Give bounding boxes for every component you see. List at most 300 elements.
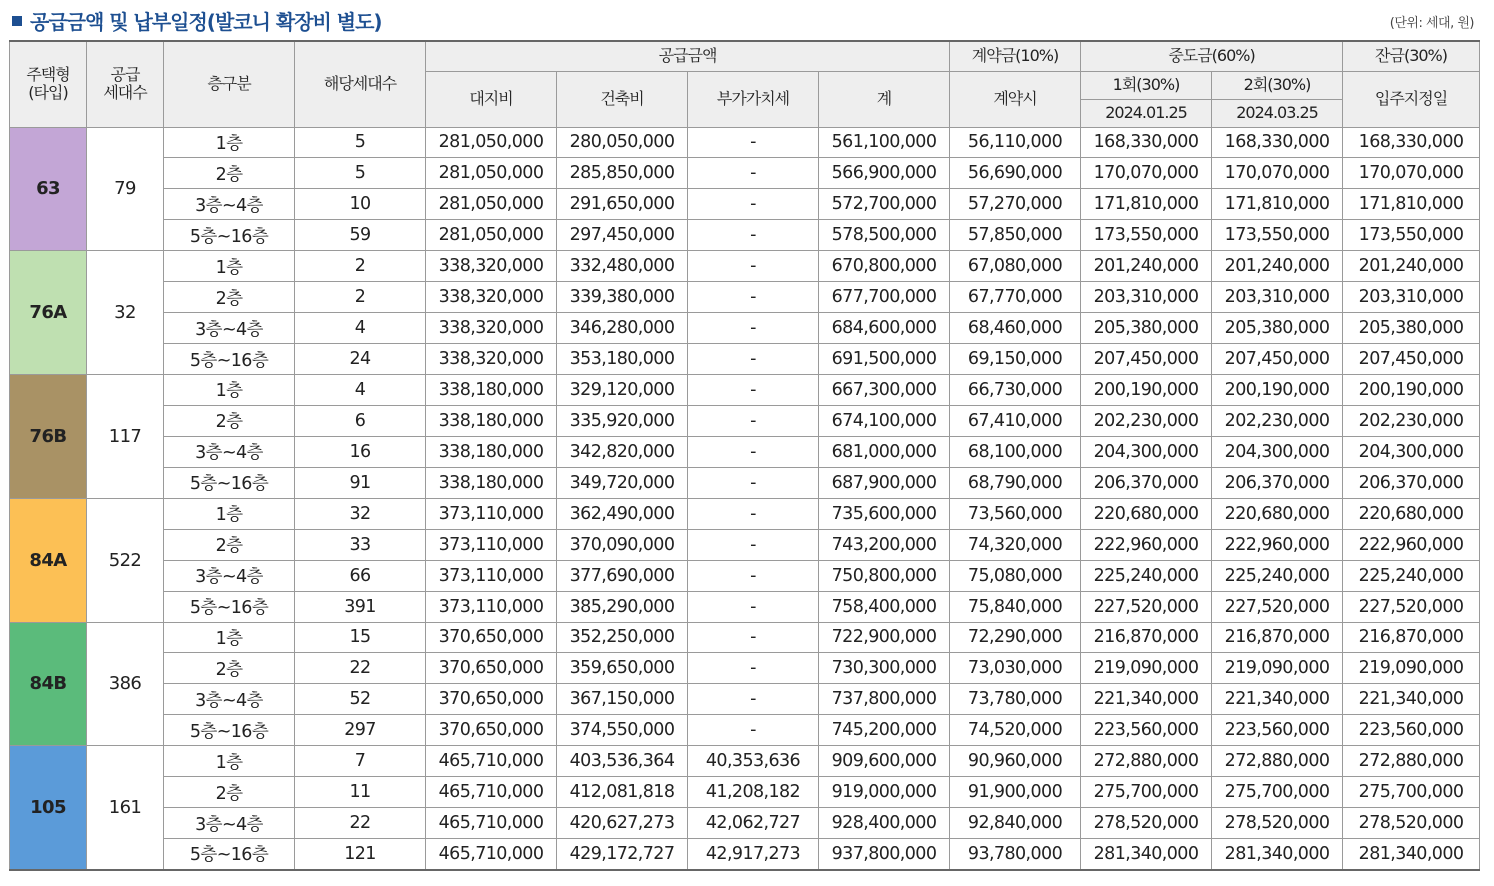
table-row <box>10 622 1480 653</box>
cell-floor: 1층 <box>164 375 295 406</box>
header-total: 계 <box>819 71 950 127</box>
cell-units: 16 <box>295 436 426 467</box>
cell-balance: 204,300,000 <box>1343 436 1480 467</box>
cell-balance: 225,240,000 <box>1343 560 1480 591</box>
header-balance: 잔금(30%) <box>1343 41 1480 71</box>
cell-balance: 203,310,000 <box>1343 282 1480 313</box>
cell-total: 758,400,000 <box>819 591 950 622</box>
cell-i1: 202,230,000 <box>1081 405 1212 436</box>
cell-building: 412,081,818 <box>557 777 688 808</box>
cell-floor: 1층 <box>164 498 295 529</box>
cell-units: 121 <box>295 839 426 870</box>
cell-land: 465,710,000 <box>426 808 557 839</box>
cell-contract: 72,290,000 <box>950 622 1081 653</box>
cell-contract: 92,840,000 <box>950 808 1081 839</box>
cell-i1: 206,370,000 <box>1081 467 1212 498</box>
cell-total: 572,700,000 <box>819 189 950 220</box>
cell-units: 32 <box>295 498 426 529</box>
cell-balance: 202,230,000 <box>1343 405 1480 436</box>
cell-building: 329,120,000 <box>557 375 688 406</box>
cell-floor: 1층 <box>164 746 295 777</box>
table-row <box>10 313 1480 344</box>
cell-land: 338,180,000 <box>426 375 557 406</box>
cell-total: 684,600,000 <box>819 313 950 344</box>
header-units: 해당세대수 <box>295 41 426 127</box>
cell-i2: 220,680,000 <box>1212 498 1343 529</box>
cell-vat: - <box>688 313 819 344</box>
cell-balance: 206,370,000 <box>1343 467 1480 498</box>
cell-balance: 223,560,000 <box>1343 715 1480 746</box>
cell-total: 674,100,000 <box>819 405 950 436</box>
cell-vat: - <box>688 344 819 375</box>
cell-land: 281,050,000 <box>426 220 557 251</box>
header-floor: 층구분 <box>164 41 295 127</box>
cell-land: 338,320,000 <box>426 251 557 282</box>
cell-i1: 170,070,000 <box>1081 158 1212 189</box>
cell-units: 2 <box>295 251 426 282</box>
table-body <box>10 127 1480 870</box>
cell-units: 7 <box>295 746 426 777</box>
cell-total: 687,900,000 <box>819 467 950 498</box>
cell-balance: 168,330,000 <box>1343 127 1480 158</box>
cell-balance: 275,700,000 <box>1343 777 1480 808</box>
cell-i2: 275,700,000 <box>1212 777 1343 808</box>
cell-units: 91 <box>295 467 426 498</box>
cell-i1: 222,960,000 <box>1081 529 1212 560</box>
cell-i1: 272,880,000 <box>1081 746 1212 777</box>
cell-total: 909,600,000 <box>819 746 950 777</box>
cell-vat: - <box>688 622 819 653</box>
header-contract-sub: 계약시 <box>950 71 1081 127</box>
cell-contract: 68,460,000 <box>950 313 1081 344</box>
table-row <box>10 220 1480 251</box>
cell-total: 667,300,000 <box>819 375 950 406</box>
header-interim: 중도금(60%) <box>1081 41 1343 71</box>
cell-land: 338,320,000 <box>426 344 557 375</box>
cell-i2: 222,960,000 <box>1212 529 1343 560</box>
cell-floor: 2층 <box>164 158 295 189</box>
cell-i1: 278,520,000 <box>1081 808 1212 839</box>
page-title-text: 공급금액 및 납부일정(발코니 확장비 별도) <box>30 10 382 34</box>
cell-vat: - <box>688 529 819 560</box>
cell-floor: 5층~16층 <box>164 715 295 746</box>
header-vat: 부가가치세 <box>688 71 819 127</box>
cell-balance: 207,450,000 <box>1343 344 1480 375</box>
cell-contract: 69,150,000 <box>950 344 1081 375</box>
table-row <box>10 808 1480 839</box>
cell-land: 370,650,000 <box>426 622 557 653</box>
cell-units: 2 <box>295 282 426 313</box>
cell-i1: 225,240,000 <box>1081 560 1212 591</box>
cell-i2: 206,370,000 <box>1212 467 1343 498</box>
cell-total: 722,900,000 <box>819 622 950 653</box>
cell-i1: 281,340,000 <box>1081 839 1212 870</box>
cell-balance: 205,380,000 <box>1343 313 1480 344</box>
cell-land: 281,050,000 <box>426 158 557 189</box>
cell-total: 937,800,000 <box>819 839 950 870</box>
cell-vat: 42,917,273 <box>688 839 819 870</box>
table-row <box>10 375 1480 406</box>
cell-total: 566,900,000 <box>819 158 950 189</box>
cell-total: 737,800,000 <box>819 684 950 715</box>
cell-i2: 170,070,000 <box>1212 158 1343 189</box>
cell-building: 429,172,727 <box>557 839 688 870</box>
cell-total: 928,400,000 <box>819 808 950 839</box>
cell-building: 349,720,000 <box>557 467 688 498</box>
cell-total: 730,300,000 <box>819 653 950 684</box>
cell-vat: - <box>688 715 819 746</box>
cell-units: 59 <box>295 220 426 251</box>
cell-i1: 207,450,000 <box>1081 344 1212 375</box>
cell-i2: 200,190,000 <box>1212 375 1343 406</box>
cell-i1: 171,810,000 <box>1081 189 1212 220</box>
cell-balance: 278,520,000 <box>1343 808 1480 839</box>
cell-building: 362,490,000 <box>557 498 688 529</box>
cell-vat: - <box>688 467 819 498</box>
cell-balance: 173,550,000 <box>1343 220 1480 251</box>
cell-i1: 275,700,000 <box>1081 777 1212 808</box>
cell-units: 24 <box>295 344 426 375</box>
cell-i1: 168,330,000 <box>1081 127 1212 158</box>
cell-i1: 173,550,000 <box>1081 220 1212 251</box>
table-row <box>10 498 1480 529</box>
table-row <box>10 839 1480 870</box>
cell-floor: 2층 <box>164 529 295 560</box>
table-row <box>10 746 1480 777</box>
cell-land: 338,180,000 <box>426 436 557 467</box>
house-type-cell: 84B <box>10 622 87 746</box>
cell-i2: 221,340,000 <box>1212 684 1343 715</box>
cell-vat: - <box>688 220 819 251</box>
cell-vat: 40,353,636 <box>688 746 819 777</box>
cell-contract: 74,320,000 <box>950 529 1081 560</box>
table-row <box>10 436 1480 467</box>
cell-total: 750,800,000 <box>819 560 950 591</box>
table-row <box>10 158 1480 189</box>
house-type-cell: 63 <box>10 127 87 251</box>
cell-building: 280,050,000 <box>557 127 688 158</box>
cell-building: 385,290,000 <box>557 591 688 622</box>
cell-land: 373,110,000 <box>426 498 557 529</box>
cell-contract: 91,900,000 <box>950 777 1081 808</box>
cell-contract: 90,960,000 <box>950 746 1081 777</box>
table-row <box>10 560 1480 591</box>
cell-floor: 1층 <box>164 622 295 653</box>
table-row <box>10 127 1480 158</box>
cell-balance: 219,090,000 <box>1343 653 1480 684</box>
cell-building: 353,180,000 <box>557 344 688 375</box>
cell-vat: - <box>688 436 819 467</box>
cell-units: 6 <box>295 405 426 436</box>
cell-balance: 227,520,000 <box>1343 591 1480 622</box>
cell-units: 5 <box>295 158 426 189</box>
cell-land: 338,320,000 <box>426 282 557 313</box>
cell-i2: 272,880,000 <box>1212 746 1343 777</box>
table-row <box>10 189 1480 220</box>
cell-land: 465,710,000 <box>426 746 557 777</box>
cell-contract: 73,780,000 <box>950 684 1081 715</box>
cell-contract: 67,770,000 <box>950 282 1081 313</box>
cell-balance: 170,070,000 <box>1343 158 1480 189</box>
cell-building: 291,650,000 <box>557 189 688 220</box>
cell-floor: 3층~4층 <box>164 436 295 467</box>
cell-contract: 74,520,000 <box>950 715 1081 746</box>
cell-floor: 5층~16층 <box>164 344 295 375</box>
table-row <box>10 653 1480 684</box>
cell-i2: 207,450,000 <box>1212 344 1343 375</box>
cell-floor: 2층 <box>164 777 295 808</box>
house-type-cell: 84A <box>10 498 87 622</box>
cell-i1: 216,870,000 <box>1081 622 1212 653</box>
table-row <box>10 405 1480 436</box>
header-house-type: 주택형 (타입) <box>10 41 87 127</box>
table-header <box>10 41 1480 127</box>
cell-land: 338,180,000 <box>426 467 557 498</box>
cell-contract: 75,840,000 <box>950 591 1081 622</box>
cell-total: 743,200,000 <box>819 529 950 560</box>
header-interim2: 2회(30%) <box>1212 71 1343 99</box>
cell-units: 22 <box>295 653 426 684</box>
title-row <box>12 6 1480 36</box>
cell-contract: 56,110,000 <box>950 127 1081 158</box>
cell-vat: - <box>688 591 819 622</box>
cell-vat: - <box>688 189 819 220</box>
cell-land: 373,110,000 <box>426 591 557 622</box>
table-row <box>10 467 1480 498</box>
cell-floor: 3층~4층 <box>164 808 295 839</box>
table-row <box>10 344 1480 375</box>
cell-contract: 67,410,000 <box>950 405 1081 436</box>
house-type-cell: 105 <box>10 746 87 870</box>
cell-building: 332,480,000 <box>557 251 688 282</box>
header-interim1: 1회(30%) <box>1081 71 1212 99</box>
cell-i1: 220,680,000 <box>1081 498 1212 529</box>
cell-balance: 272,880,000 <box>1343 746 1480 777</box>
cell-i2: 203,310,000 <box>1212 282 1343 313</box>
house-type-cell: 76B <box>10 375 87 499</box>
cell-i2: 168,330,000 <box>1212 127 1343 158</box>
cell-building: 370,090,000 <box>557 529 688 560</box>
cell-i2: 281,340,000 <box>1212 839 1343 870</box>
cell-i2: 216,870,000 <box>1212 622 1343 653</box>
cell-units: 391 <box>295 591 426 622</box>
cell-i1: 204,300,000 <box>1081 436 1212 467</box>
cell-land: 465,710,000 <box>426 777 557 808</box>
cell-units: 33 <box>295 529 426 560</box>
cell-building: 403,536,364 <box>557 746 688 777</box>
cell-units: 52 <box>295 684 426 715</box>
cell-i2: 171,810,000 <box>1212 189 1343 220</box>
cell-building: 346,280,000 <box>557 313 688 344</box>
cell-vat: - <box>688 653 819 684</box>
cell-vat: - <box>688 375 819 406</box>
table-row <box>10 529 1480 560</box>
cell-i2: 202,230,000 <box>1212 405 1343 436</box>
cell-vat: - <box>688 560 819 591</box>
cell-contract: 56,690,000 <box>950 158 1081 189</box>
supply-units-cell: 386 <box>87 622 164 746</box>
cell-vat: - <box>688 684 819 715</box>
cell-land: 338,180,000 <box>426 405 557 436</box>
cell-vat: - <box>688 127 819 158</box>
cell-balance: 200,190,000 <box>1343 375 1480 406</box>
cell-units: 15 <box>295 622 426 653</box>
cell-i2: 204,300,000 <box>1212 436 1343 467</box>
cell-total: 561,100,000 <box>819 127 950 158</box>
cell-total: 578,500,000 <box>819 220 950 251</box>
cell-i1: 201,240,000 <box>1081 251 1212 282</box>
cell-contract: 57,270,000 <box>950 189 1081 220</box>
cell-total: 681,000,000 <box>819 436 950 467</box>
supply-units-cell: 117 <box>87 375 164 499</box>
cell-building: 335,920,000 <box>557 405 688 436</box>
cell-total: 735,600,000 <box>819 498 950 529</box>
cell-i1: 200,190,000 <box>1081 375 1212 406</box>
page-title <box>12 6 382 35</box>
cell-building: 339,380,000 <box>557 282 688 313</box>
cell-i1: 227,520,000 <box>1081 591 1212 622</box>
cell-land: 465,710,000 <box>426 839 557 870</box>
supply-units-cell: 161 <box>87 746 164 870</box>
table-row <box>10 591 1480 622</box>
supply-units-cell: 32 <box>87 251 164 375</box>
header-contract: 계약금(10%) <box>950 41 1081 71</box>
cell-floor: 3층~4층 <box>164 560 295 591</box>
table-row <box>10 684 1480 715</box>
cell-land: 338,320,000 <box>426 313 557 344</box>
cell-balance: 201,240,000 <box>1343 251 1480 282</box>
cell-floor: 1층 <box>164 251 295 282</box>
cell-vat: 42,062,727 <box>688 808 819 839</box>
header-balance-sub: 입주지정일 <box>1343 71 1480 127</box>
square-bullet-icon <box>12 16 22 26</box>
cell-building: 342,820,000 <box>557 436 688 467</box>
cell-i2: 219,090,000 <box>1212 653 1343 684</box>
cell-i2: 223,560,000 <box>1212 715 1343 746</box>
header-interim1-date: 2024.01.25 <box>1081 99 1212 127</box>
cell-i1: 221,340,000 <box>1081 684 1212 715</box>
cell-building: 359,650,000 <box>557 653 688 684</box>
cell-vat: - <box>688 158 819 189</box>
header-interim2-date: 2024.03.25 <box>1212 99 1343 127</box>
cell-building: 377,690,000 <box>557 560 688 591</box>
supply-units-cell: 79 <box>87 127 164 251</box>
cell-i1: 219,090,000 <box>1081 653 1212 684</box>
cell-contract: 73,560,000 <box>950 498 1081 529</box>
cell-land: 373,110,000 <box>426 529 557 560</box>
cell-balance: 221,340,000 <box>1343 684 1480 715</box>
cell-i2: 201,240,000 <box>1212 251 1343 282</box>
cell-i2: 225,240,000 <box>1212 560 1343 591</box>
cell-units: 5 <box>295 127 426 158</box>
header-supply-units: 공급 세대수 <box>87 41 164 127</box>
cell-building: 352,250,000 <box>557 622 688 653</box>
cell-land: 281,050,000 <box>426 127 557 158</box>
cell-i2: 205,380,000 <box>1212 313 1343 344</box>
table-row <box>10 251 1480 282</box>
unit-note: (단위: 세대, 원) <box>1389 16 1474 31</box>
cell-units: 22 <box>295 808 426 839</box>
table-row <box>10 715 1480 746</box>
cell-vat: - <box>688 498 819 529</box>
cell-total: 745,200,000 <box>819 715 950 746</box>
cell-contract: 73,030,000 <box>950 653 1081 684</box>
cell-floor: 5층~16층 <box>164 591 295 622</box>
cell-balance: 220,680,000 <box>1343 498 1480 529</box>
header-building: 건축비 <box>557 71 688 127</box>
cell-i1: 203,310,000 <box>1081 282 1212 313</box>
cell-land: 281,050,000 <box>426 189 557 220</box>
cell-balance: 222,960,000 <box>1343 529 1480 560</box>
cell-units: 4 <box>295 375 426 406</box>
cell-balance: 216,870,000 <box>1343 622 1480 653</box>
cell-total: 670,800,000 <box>819 251 950 282</box>
cell-units: 297 <box>295 715 426 746</box>
cell-units: 66 <box>295 560 426 591</box>
cell-contract: 68,100,000 <box>950 436 1081 467</box>
cell-building: 285,850,000 <box>557 158 688 189</box>
cell-vat: 41,208,182 <box>688 777 819 808</box>
cell-units: 4 <box>295 313 426 344</box>
house-type-cell: 76A <box>10 251 87 375</box>
cell-land: 370,650,000 <box>426 684 557 715</box>
cell-floor: 5층~16층 <box>164 467 295 498</box>
cell-contract: 57,850,000 <box>950 220 1081 251</box>
header-supply-amount: 공급금액 <box>426 41 950 71</box>
cell-floor: 2층 <box>164 405 295 436</box>
cell-vat: - <box>688 282 819 313</box>
cell-contract: 67,080,000 <box>950 251 1081 282</box>
cell-total: 919,000,000 <box>819 777 950 808</box>
cell-vat: - <box>688 405 819 436</box>
cell-total: 677,700,000 <box>819 282 950 313</box>
cell-balance: 171,810,000 <box>1343 189 1480 220</box>
cell-i1: 205,380,000 <box>1081 313 1212 344</box>
cell-contract: 68,790,000 <box>950 467 1081 498</box>
table-row <box>10 282 1480 313</box>
price-schedule-table <box>9 40 1480 871</box>
cell-land: 373,110,000 <box>426 560 557 591</box>
cell-vat: - <box>688 251 819 282</box>
cell-contract: 75,080,000 <box>950 560 1081 591</box>
cell-floor: 5층~16층 <box>164 839 295 870</box>
cell-land: 370,650,000 <box>426 715 557 746</box>
cell-floor: 1층 <box>164 127 295 158</box>
cell-land: 370,650,000 <box>426 653 557 684</box>
cell-building: 297,450,000 <box>557 220 688 251</box>
cell-i2: 227,520,000 <box>1212 591 1343 622</box>
cell-floor: 3층~4층 <box>164 189 295 220</box>
cell-building: 374,550,000 <box>557 715 688 746</box>
cell-floor: 2층 <box>164 653 295 684</box>
cell-total: 691,500,000 <box>819 344 950 375</box>
cell-floor: 2층 <box>164 282 295 313</box>
cell-floor: 3층~4층 <box>164 684 295 715</box>
cell-contract: 66,730,000 <box>950 375 1081 406</box>
cell-building: 367,150,000 <box>557 684 688 715</box>
cell-units: 10 <box>295 189 426 220</box>
cell-i2: 278,520,000 <box>1212 808 1343 839</box>
supply-units-cell: 522 <box>87 498 164 622</box>
cell-balance: 281,340,000 <box>1343 839 1480 870</box>
cell-floor: 3층~4층 <box>164 313 295 344</box>
cell-i1: 223,560,000 <box>1081 715 1212 746</box>
cell-i2: 173,550,000 <box>1212 220 1343 251</box>
cell-units: 11 <box>295 777 426 808</box>
table-row <box>10 777 1480 808</box>
cell-building: 420,627,273 <box>557 808 688 839</box>
cell-floor: 5층~16층 <box>164 220 295 251</box>
